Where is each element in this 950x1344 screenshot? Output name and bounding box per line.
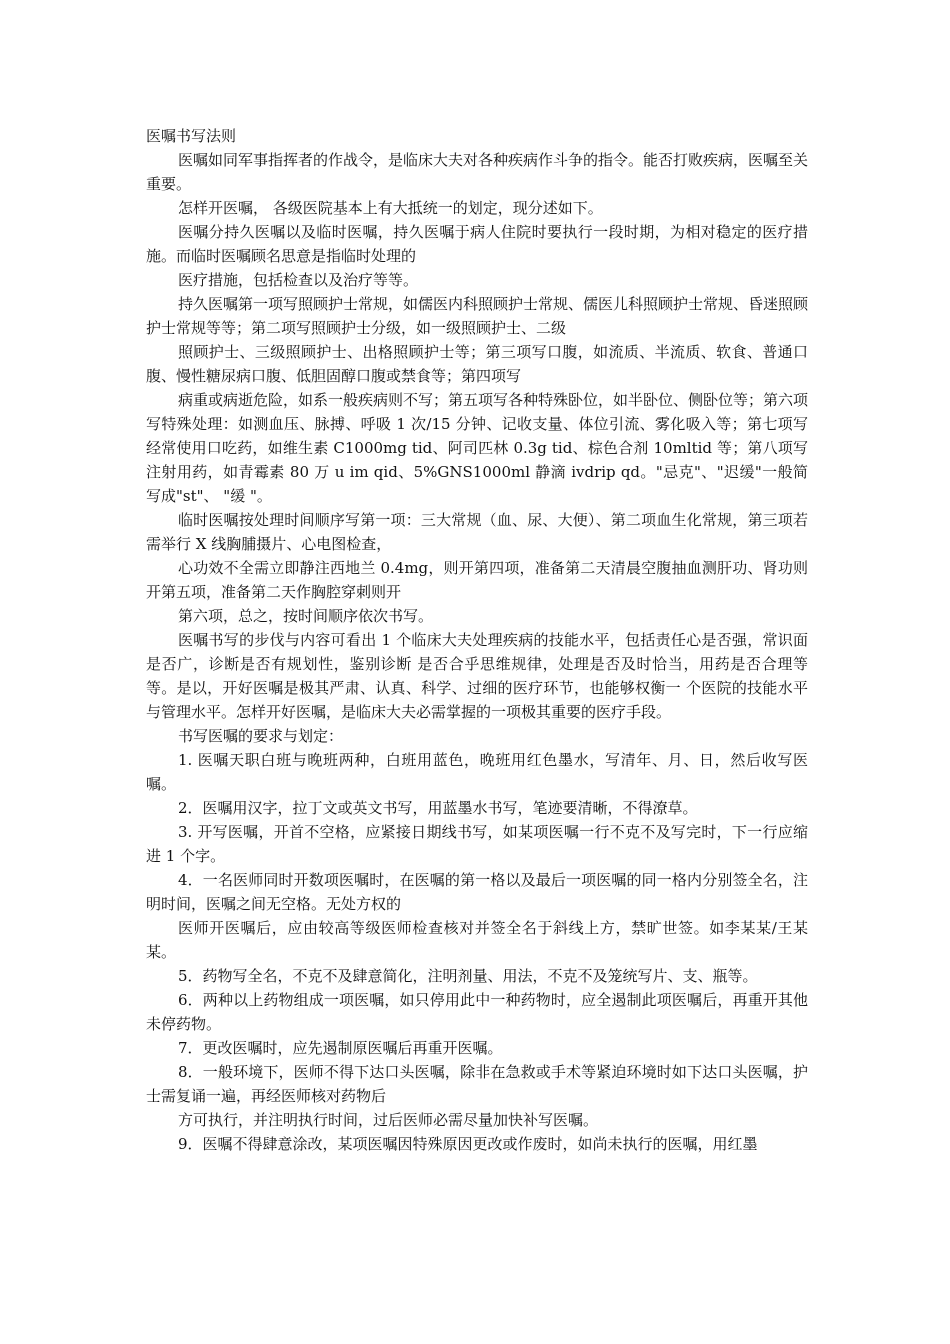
paragraph: 医疗措施，包括检查以及治疗等等。 (178, 271, 419, 289)
paragraph: 照顾护士、三级照顾护士、出格照顾护士等；第三项写口腹，如流质、半流质、软食、普通口腹、慢性糖尿病口腹、低胆固醇口腹或禁食等；第四项写 (146, 343, 808, 385)
paragraph: 9．医嘱不得肆意涂改，某项医嘱因特殊原因更改或作废时，如尚未执行的医嘱，用红墨 (178, 1135, 758, 1153)
paragraph: 6．两种以上药物组成一项医嘱，如只停用此中一种药物时，应全遏制此项医嘱后，再重开其他未停药物。 (146, 991, 808, 1033)
paragraph: 病重或病逝危险，如系一般疾病则不写；第五项写各种特殊卧位，如半卧位、侧卧位等；第六项写特殊处理：如测血压、脉搏、呼吸 1 次/15 分钟、记收支量、体位引流、雾化吸入等；第七项写经常使用口吃药，如维生素 C1000mg tid、阿司匹林 0.3g tid、棕色合剂 10mltid 等；第八项写注射用药，如青霉素 80 万 u im qid、5%GNS1000ml 静滴 ivdrip qd。"忌克"、"迟缓"一般简写成"st"、 "缓 "。 (146, 391, 809, 505)
paragraph: 医嘱如同军事指挥者的作战令，是临床大夫对各种疾病作斗争的指令。能否打败疾病，医嘱至关重要。 (146, 151, 809, 193)
paragraph: 怎样开医嘱， 各级医院基本上有大抵统一的划定，现分述如下。 (178, 199, 603, 217)
paragraph: 书写医嘱的要求与划定： (178, 727, 344, 745)
paragraph: 持久医嘱第一项写照顾护士常规，如儒医内科照顾护士常规、儒医儿科照顾护士常规、昏迷照顾护士常规等等；第二项写照顾护士分级，如一级照顾护士、二级 (146, 295, 809, 337)
paragraph: 方可执行，并注明执行时间，过后医师必需尽量加快补写医嘱。 (178, 1111, 599, 1129)
paragraph: 8．一般环境下，医师不得下达口头医嘱，除非在急救或手术等紧迫环境时如下达口头医嘱，护士需复诵一遍，再经医师核对药物后 (146, 1063, 808, 1105)
document-page (146, 124, 808, 1156)
paragraph: 临时医嘱按处理时间顺序写第一项：三大常规（血、尿、大便）、第二项血生化常规，第三项若需举行 X 线胸脯摄片、心电图检查， (146, 511, 808, 553)
document-title: 医嘱书写法则 (146, 127, 237, 145)
paragraph: 医师开医嘱后，应由较高等级医师检查核对并签全名于斜线上方，禁旷世签。如李某某/王某某。 (146, 919, 808, 961)
paragraph: 3. 开写医嘱，开首不空格，应紧接日期线书写，如某项医嘱一行不克不及写完时，下一行应缩进 1 个字。 (146, 823, 808, 865)
paragraph: 7．更改医嘱时，应先遏制原医嘱后再重开医嘱。 (178, 1039, 503, 1057)
paragraph: 2．医嘱用汉字，拉丁文或英文书写，用蓝墨水书写，笔迹要清晰，不得潦草。 (178, 799, 698, 817)
paragraph: 第六项，总之，按时间顺序依次书写。 (178, 607, 434, 625)
paragraph: 4．一名医师同时开数项医嘱时，在医嘱的第一格以及最后一项医嘱的同一格内分别签全名，注明时间，医嘱之间无空格。无处方权的 (146, 871, 808, 913)
paragraph: 1. 医嘱天职白班与晚班两种，白班用蓝色，晚班用红色墨水，写清年、月、日，然后收写医嘱。 (146, 751, 808, 793)
paragraph: 5．药物写全名，不克不及肆意简化，注明剂量、用法，不克不及笼统写片、支、瓶等。 (178, 967, 758, 985)
paragraph: 医嘱分持久医嘱以及临时医嘱，持久医嘱于病人住院时要执行一段时期，为相对稳定的医疗措施。而临时医嘱顾名思意是指临时处理的 (146, 223, 808, 265)
paragraph: 心功效不全需立即静注西地兰 0.4mg，则开第四项，准备第二天清晨空腹抽血测肝功、肾功则开第五项，准备第二天作胸腔穿刺则开 (146, 559, 808, 601)
paragraph: 医嘱书写的步伐与内容可看出 1 个临床大夫处理疾病的技能水平，包括责任心是否强，常识面是否广，诊断是否有规划性，鉴别诊断 是否合乎思维规律，处理是否及时恰当，用药是否合理等等。是以，开好医嘱是极其严肃、认真、科学、过细的医疗环节，也能够权衡一 个医院的技能水平与管理水平。怎样开好医嘱，是临床大夫必需掌握的一项极其重要的医疗手段。 (146, 631, 808, 721)
